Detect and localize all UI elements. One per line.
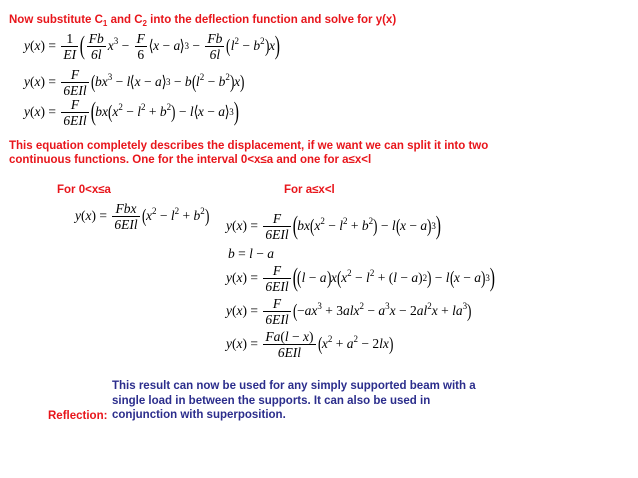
statement-paragraph [9,139,488,167]
right-equation-b: b = l − a [228,246,275,261]
statement-line-1: This equation completely describes the displacement, if we want we can split it into two [9,140,489,152]
left-interval-label: For 0<x≤a [57,184,111,196]
right-equation-2: y ( x ) = $\frac{F}{\text{6EIl}}$ ( ( l − a ) x ( $x^2$ − $l^2$ + ( l − a ) 2 ) − l ( x − a ) 3 ) [226,262,495,294]
heading-part2: and C [107,14,143,26]
equation-top-1: y ( x ) = $\frac{1}{EI}$ ( $\frac{Fb}{6l}$ $x^3$ − $\frac{F}{6}$ ⟨ x − a ⟩ 3 − $\frac{Fb}{6l}$ ( $l^2$ − $b^2$ ) x ) [24,30,280,62]
heading-part1: Now substitute C [9,14,103,26]
equation-top-2: y ( x ) = $\frac{F}{\text{6EIl}}$ ( $bx^3$ − l ⟨ x − a ⟩ 3 − b ( $l^2$ − $b^2$ ) x ) [24,66,245,98]
reflection-label: Reflection: [48,410,108,422]
right-equation-1: y ( x ) = $\frac{F}{\text{6EIl}}$ ( bx ( $x^2$ − $l^2$ + $b^2$ ) − l ( x − a ) 3 ) [226,210,441,242]
left-interval-equation: y ( x ) = $\frac{\text{Fbx}}{\text{6EIl}}$ ( $x^2$ − $l^2$ + $b^2$ ) [75,200,210,232]
equation-top-3: y ( x ) = $\frac{F}{\text{6EIl}}$ ( bx ( $x^2$ − $l^2$ + $b^2$ ) − l ⟨ x − a ⟩ 3 ) [24,96,239,128]
statement-line-2: continuous functions. One for the interval 0<x≤a and one for a≤x<l [9,154,372,166]
heading-part3: into the deflection function and solve for y(x) [146,14,397,26]
right-interval-label: For a≤x<l [284,184,335,196]
right-equation-4: y ( x ) = $\frac{Fa(l - x)}{\text{6EIl}}$ ( $x^2$ + $a^2$ − 2 lx ) [226,328,394,360]
reflection-line-3: conjunction with superposition. [112,409,286,421]
reflection-line-2: single load in between the supports. It can also be used in [112,394,431,407]
reflection-line-1: This result can now be used for any simply supported beam with a [112,380,476,392]
right-equation-3: y ( x ) = $\frac{F}{\text{6EIl}}$ ( − $ax^3$ + 3 alx$^2$ − $a^3x$ − 2 $al^2x$ + $la^3$ ) [226,295,472,327]
heading-sub2: 2 [142,19,147,28]
heading-sub1: 1 [102,19,108,28]
reflection-text [112,379,476,423]
